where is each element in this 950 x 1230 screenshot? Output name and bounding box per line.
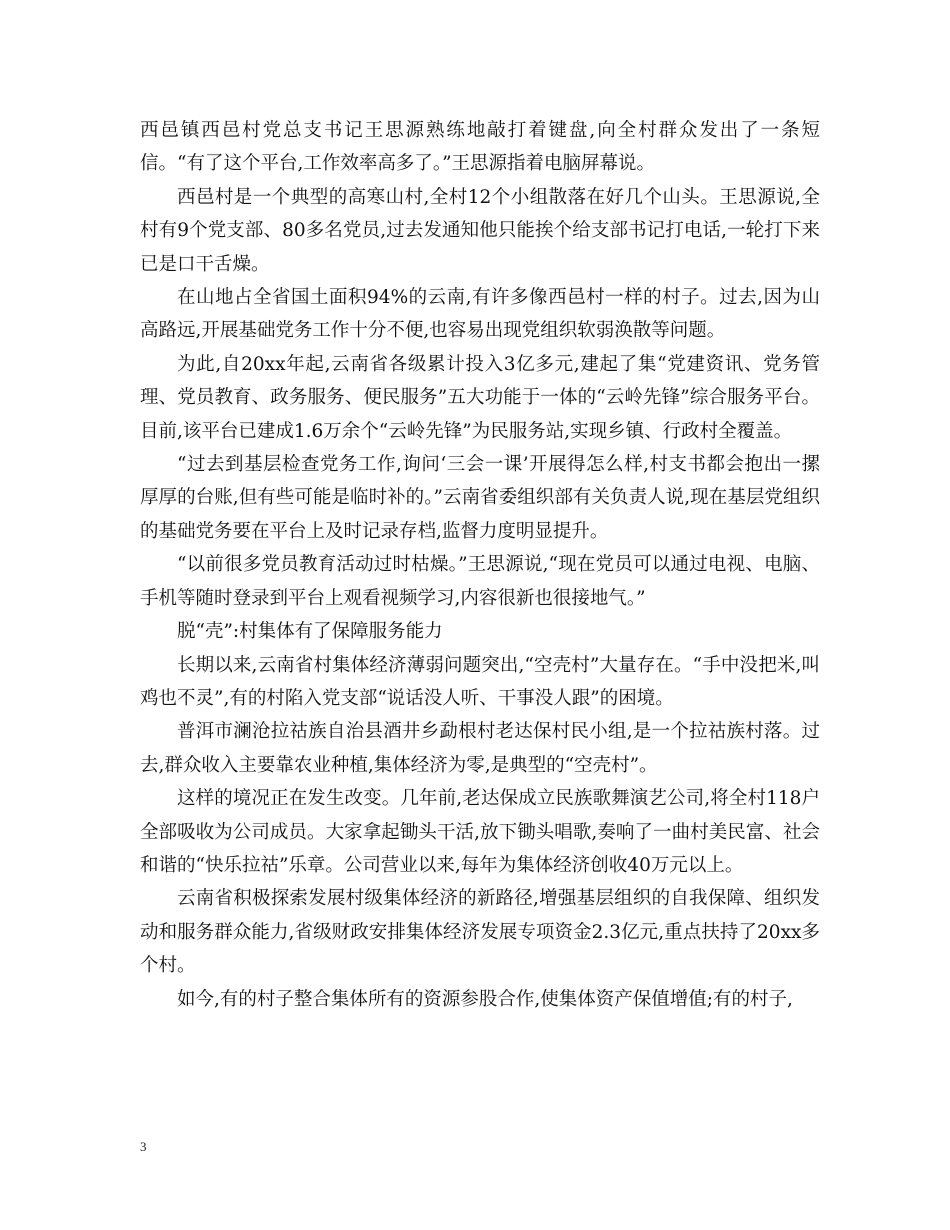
paragraph-9: 普洱市澜沧拉祜族自治县酒井乡勐根村老达保村民小组,是一个拉祜族村落。过去,群众收入主要靠农业种植,集体经济为零,是典型的“空壳村”。 [140,721,820,776]
paragraph-10: 这样的境况正在发生改变。几年前,老达保成立民族歌舞演艺公司,将全村118户全部吸收为公司成员。大家拿起锄头干活,放下锄头唱歌,奏响了一曲村美民富、社会和谐的“快乐拉祜”乐章。公司营业以来,每年为集体经济创收40万元以上。 [140,788,820,876]
document-body [140,114,820,1016]
paragraph-1: 西邑镇西邑村党总支书记王思源熟练地敲打着键盘,向全村群众发出了一条短信。“有了这个平台,工作效率高多了。”王思源指着电脑屏幕说。 [140,120,820,175]
paragraph-3: 在山地占全省国土面积94%的云南,有许多像西邑村一样的村子。过去,因为山高路远,开展基础党务工作十分不便,也容易出现党组织软弱涣散等问题。 [140,287,820,342]
page-number: 3 [140,1139,147,1154]
paragraph-2: 西邑村是一个典型的高寒山村,全村12个小组散落在好几个山头。王思源说,全村有9个党支部、80多名党员,过去发通知他只能挨个给支部书记打电话,一轮打下来已是口干舌燥。 [140,186,820,275]
paragraph-5: “过去到基层检查党务工作,询问‘三会一课’开展得怎么样,村支书都会抱出一摞厚厚的台账,但有些可能是临时补的。”云南省委组织部有关负责人说,现在基层党组织的基础党务要在平台上及时记录存档,监督力度明显提升。 [140,454,820,542]
paragraph-8: 长期以来,云南省村集体经济薄弱问题突出,“空壳村”大量存在。“手中没把米,叫鸡也不灵”,有的村陷入党支部“说话没人听、干事没人跟”的困境。 [140,654,820,709]
paragraph-6: “以前很多党员教育活动过时枯燥。”王思源说,“现在党员可以通过电视、电脑、手机等随时登录到平台上观看视频学习,内容很新也很接地气。” [140,554,820,609]
paragraph-4: 为此,自20xx年起,云南省各级累计投入3亿多元,建起了集“党建资讯、党务管理、党员教育、政务服务、便民服务”五大功能于一体的“云岭先锋”综合服务平台。目前,该平台已建成1.6万余个“云岭先锋”为民服务站,实现乡镇、行政村全覆盖。 [140,353,820,442]
paragraph-11: 云南省积极探索发展村级集体经济的新路径,增强基层组织的自我保障、组织发动和服务群众能力,省级财政安排集体经济发展专项资金2.3亿元,重点扶持了20xx多个村。 [140,888,820,977]
section-heading: 脱“壳”:村集体有了保障服务能力 [177,621,443,643]
paragraph-12: 如今,有的村子整合集体所有的资源参股合作,使集体资产保值增值;有的村子, [177,988,793,1010]
